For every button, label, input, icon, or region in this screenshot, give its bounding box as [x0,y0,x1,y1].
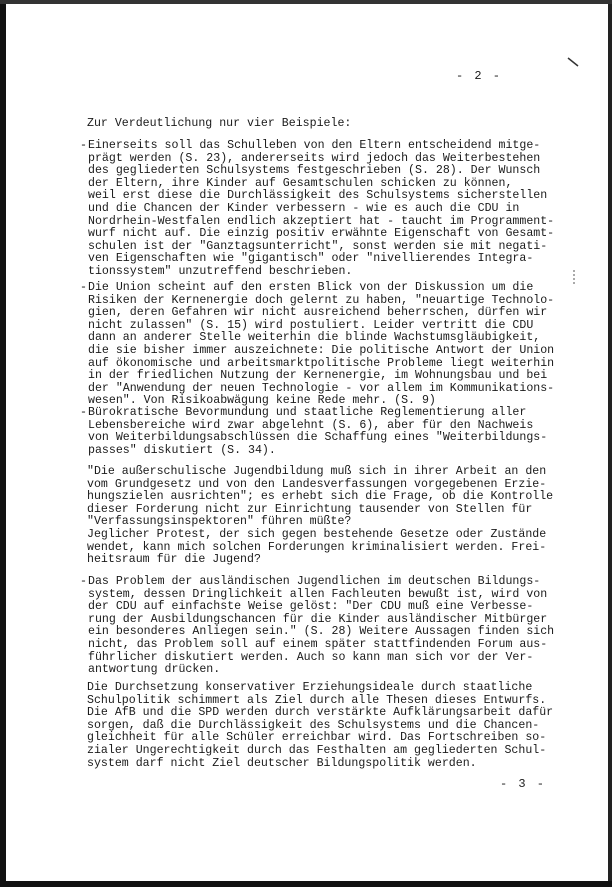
bullet-item-4 [80,576,580,677]
bullet-dash: - [80,281,87,294]
corner-scan-mark [568,58,578,66]
bullet-text: Die Union scheint auf den ersten Blick von der Diskussion um die Risiken der Kernenergie doch gelernt zu haben, "neuartige Technolo- gien, deren Gefahren wir nicht ausreichend beherrschen, dürfen wir nicht zulassen" (S. 15) wird postuliert. Leider vertritt die CDU dann an anderer Stelle weiterhin die blinde Wachstumsgläubigkeit, die sie bisher immer auszeichnete: Die politische Antwort der Union auf ökonomische und arbeitsmarktpolitische Probleme liegt weiterhin in der friedlichen Nutzung der Kernenergie, im Wohnungsbau und bei der "Anwendung der neuen Technologie - vor allem im Kommunikations- wesen". Von Risikoabwägung keine Rede mehr. (S. 9) [88,281,555,408]
bullet-dash: - [80,575,87,588]
quoted-passage: "Die außerschulische Jugendbildung muß sich in ihrer Arbeit an den vom Grundgesetz und von den Landesverfassungen vorgegebenen Erzie- hungszielen ausrichten"; es erhebt sich die Frage, ob die Kontrolle dieser Forderung nicht zur Einrichtung tausender von Stellen für "Verfassungsinspektoren" führen müßte? Jeglicher Protest, der sich gegen bestehende Gesetze oder Zustände wendet, kann mich solchen Forderungen kriminalisiert werden. Frei- heitsraum für die Jugend? [87,465,554,567]
intro-line: Zur Verdeutlichung nur vier Beispiele: [87,117,352,130]
bullet-item-3 [80,407,580,457]
bullet-item-1 [80,140,580,279]
page-number-bottom: - 3 - [500,777,547,791]
page-number-top: - 2 - [456,69,503,83]
bullet-dash: - [80,139,87,152]
closing-paragraph: Die Durchsetzung konservativer Erziehungsideale durch staatliche Schulpolitik schimmert als Ziel durch alle Thesen dieses Entwurfs. Die AfB und die SPD werden durch verstärkte Aufklärungsarbeit dafür sorgen, daß die Durchlässigkeit des Schulsystems und die Chancen- gleichheit für alle Schüler erreichbar wird. Das Fortschreiben so- zialer Ungerechtigkeit durch das Festhalten am gegliederten Schul- system darf nicht Ziel deutscher Bildungspolitik werden. [87,681,554,770]
bullet-dash: - [80,406,87,419]
bullet-text: Das Problem der ausländischen Jugendlichen im deutschen Bildungs- system, dessen Dringlichkeit allen Fachleuten bewußt ist, wird von der CDU auf einfachste Weise gelöst: "Der CDU muß eine Verbesse- rung der Ausbildungschancen für die Kinder ausländischer Mitbürger ein besonderes Anliegen sein." (S. 28) Weitere Aussagen finden sich nicht, das Problem soll auf einem später stattfindenden Forum aus- führlicher diskutiert werden. Auch so kann man sich vor der Ver- antwortung drücken. [88,575,555,677]
bullet-text: Einerseits soll das Schulleben von den Eltern entscheidend mitge- prägt werden (S. 23), andererseits wird jedoch das Weiterbestehen des gegliederten Schulsystems festgeschrieben (S. 28). Der Wunsch der Eltern, ihre Kinder auf Gesamtschulen schicken zu können, weil erst diese die Durchlässigkeit des Schulsystems sicherstellen und die Chancen der Kinder verbessern - wie es auch die CDU in Nordrhein-Westfalen endlich akzeptiert hat - taucht im Programment- wurf nicht auf. Die einzig positiv erwähnte Eigenschaft von Gesamt- schulen ist der "Ganztagsunterricht", sonst werden sie mit negati- ven Eigenschaften wie "gigantisch" oder "nivellierendes Integra- tionssystem" unzutreffend beschrieben. [88,139,555,278]
bullet-text: Bürokratische Bevormundung und staatliche Reglementierung aller Lebensbereiche wird zwar abgelehnt (S. 6), aber für den Nachweis von Weiterbildungsabschlüssen die Schaffung eines "Weiterbildungs- passes" diskutiert (S. 34). [88,406,548,457]
bullet-item-2 [80,282,580,408]
